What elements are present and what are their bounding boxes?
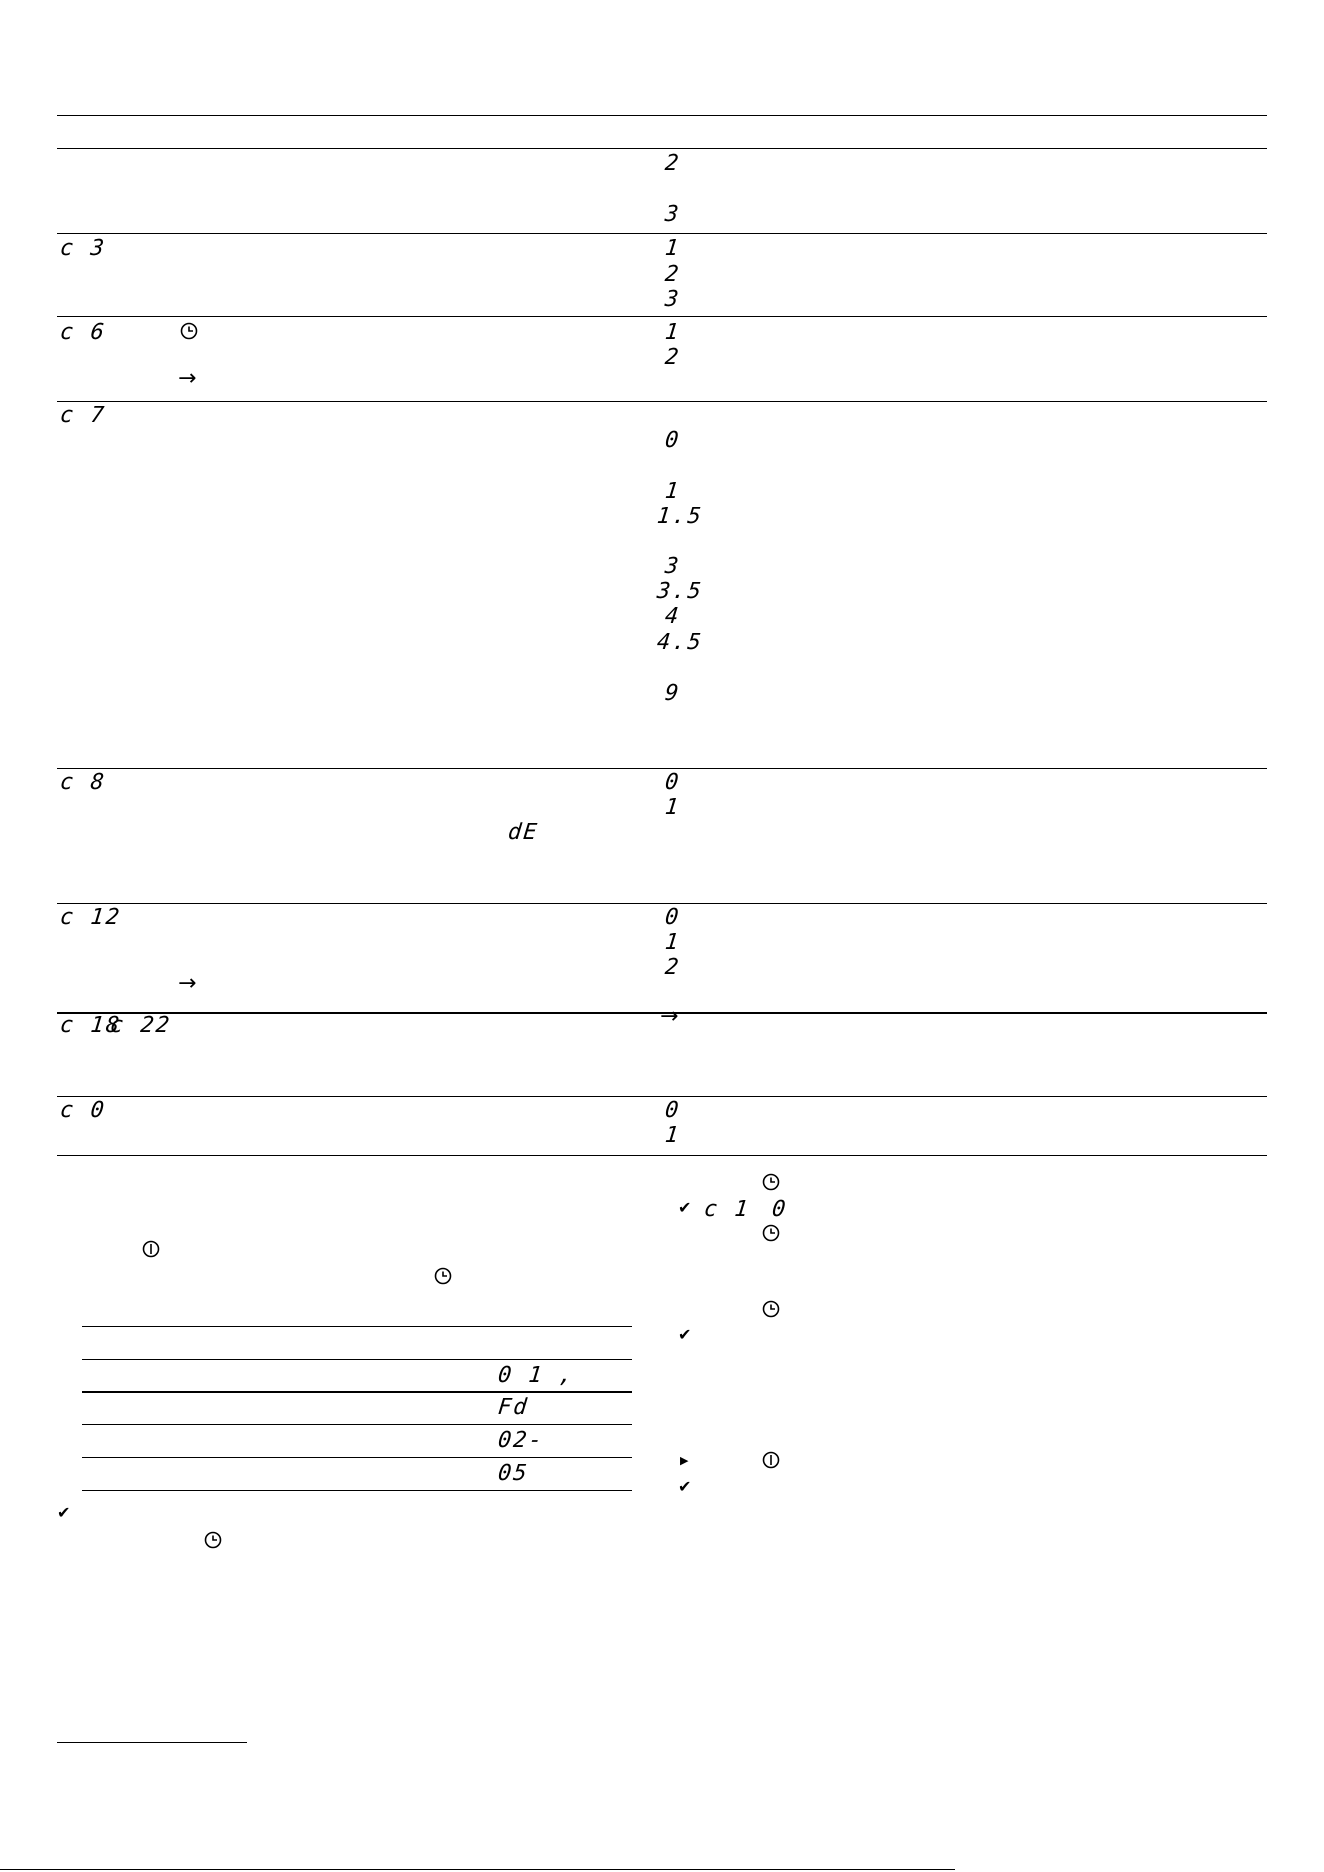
table-header-rule <box>57 148 1267 149</box>
check-icon: ✔ <box>57 1503 71 1522</box>
info-display-code: 05 <box>496 1461 530 1486</box>
value-display: 2 <box>663 955 682 980</box>
page-footer-rule <box>0 1869 955 1870</box>
value-display: 0 <box>663 428 682 453</box>
value-display: 0 <box>663 1098 682 1123</box>
value-display: 2 <box>663 151 682 176</box>
check-icon: ✔ <box>678 1325 692 1344</box>
value-display: 0 <box>663 770 682 795</box>
value-display: 9 <box>663 681 682 706</box>
value-display: 3.5 <box>655 579 705 604</box>
info-display-code: Fd <box>496 1395 530 1420</box>
setting-code: c 22 <box>108 1013 173 1038</box>
arrow-right-icon: → <box>178 366 197 391</box>
setting-code: c 7 <box>58 403 108 428</box>
timer-icon <box>762 1224 780 1246</box>
value-display: 1.5 <box>655 504 705 529</box>
setting-code: c 18 <box>58 1013 123 1038</box>
table-bottom-rule <box>57 1155 1267 1156</box>
value-display: 1 <box>663 930 682 955</box>
info-table-top-rule <box>82 1326 632 1327</box>
bullet-triangle-icon: ▶ <box>680 1454 689 1467</box>
info-table-bottom-rule <box>82 1490 632 1491</box>
check-icon: ✔ <box>678 1477 692 1496</box>
value-display: 1 <box>663 1123 682 1148</box>
value-display: 1 <box>663 320 682 345</box>
value-display: 0 <box>663 905 682 930</box>
setting-code: c 3 <box>58 236 108 261</box>
row-rule <box>57 1096 1267 1097</box>
footnote-rule <box>57 1742 247 1743</box>
value-display: 3 <box>663 202 682 227</box>
arrow-right-icon: → <box>660 1004 679 1029</box>
power-icon <box>142 1240 160 1262</box>
info-table-row-rule <box>82 1424 632 1425</box>
value-display: 1 <box>663 236 682 261</box>
timer-icon <box>762 1300 780 1322</box>
value-display: 3 <box>663 287 682 312</box>
setting-code: c 1 <box>702 1197 752 1222</box>
value-display: 1 <box>663 795 682 820</box>
value-display: 0 <box>770 1197 789 1222</box>
setting-code: c 12 <box>58 905 123 930</box>
value-display: 1 <box>663 479 682 504</box>
inline-display-code: dE <box>506 820 540 845</box>
timer-icon <box>204 1531 222 1553</box>
value-display: 2 <box>663 262 682 287</box>
table-top-rule <box>57 115 1267 116</box>
value-display: 4 <box>663 604 682 629</box>
info-display-code: 02- <box>496 1428 546 1453</box>
value-display: 4.5 <box>655 630 705 655</box>
arrow-right-icon: → <box>178 971 197 996</box>
value-display: 2 <box>663 345 682 370</box>
check-icon: ✔ <box>678 1198 692 1217</box>
info-table-row-rule <box>82 1457 632 1458</box>
setting-code: c 6 <box>58 320 108 345</box>
row-rule <box>57 401 1267 402</box>
power-icon <box>762 1451 780 1473</box>
timer-icon <box>434 1267 452 1289</box>
info-table-header-rule <box>82 1359 632 1360</box>
value-display: 3 <box>663 554 682 579</box>
info-table-row-rule <box>82 1391 632 1393</box>
row-rule <box>57 903 1267 904</box>
timer-icon <box>180 322 198 344</box>
row-rule <box>57 768 1267 769</box>
info-display-code: 0 1 , <box>496 1363 576 1388</box>
setting-code: c 0 <box>58 1098 108 1123</box>
setting-code: c 8 <box>58 770 108 795</box>
row-rule <box>57 233 1267 234</box>
timer-icon <box>762 1173 780 1195</box>
row-rule <box>57 316 1267 317</box>
